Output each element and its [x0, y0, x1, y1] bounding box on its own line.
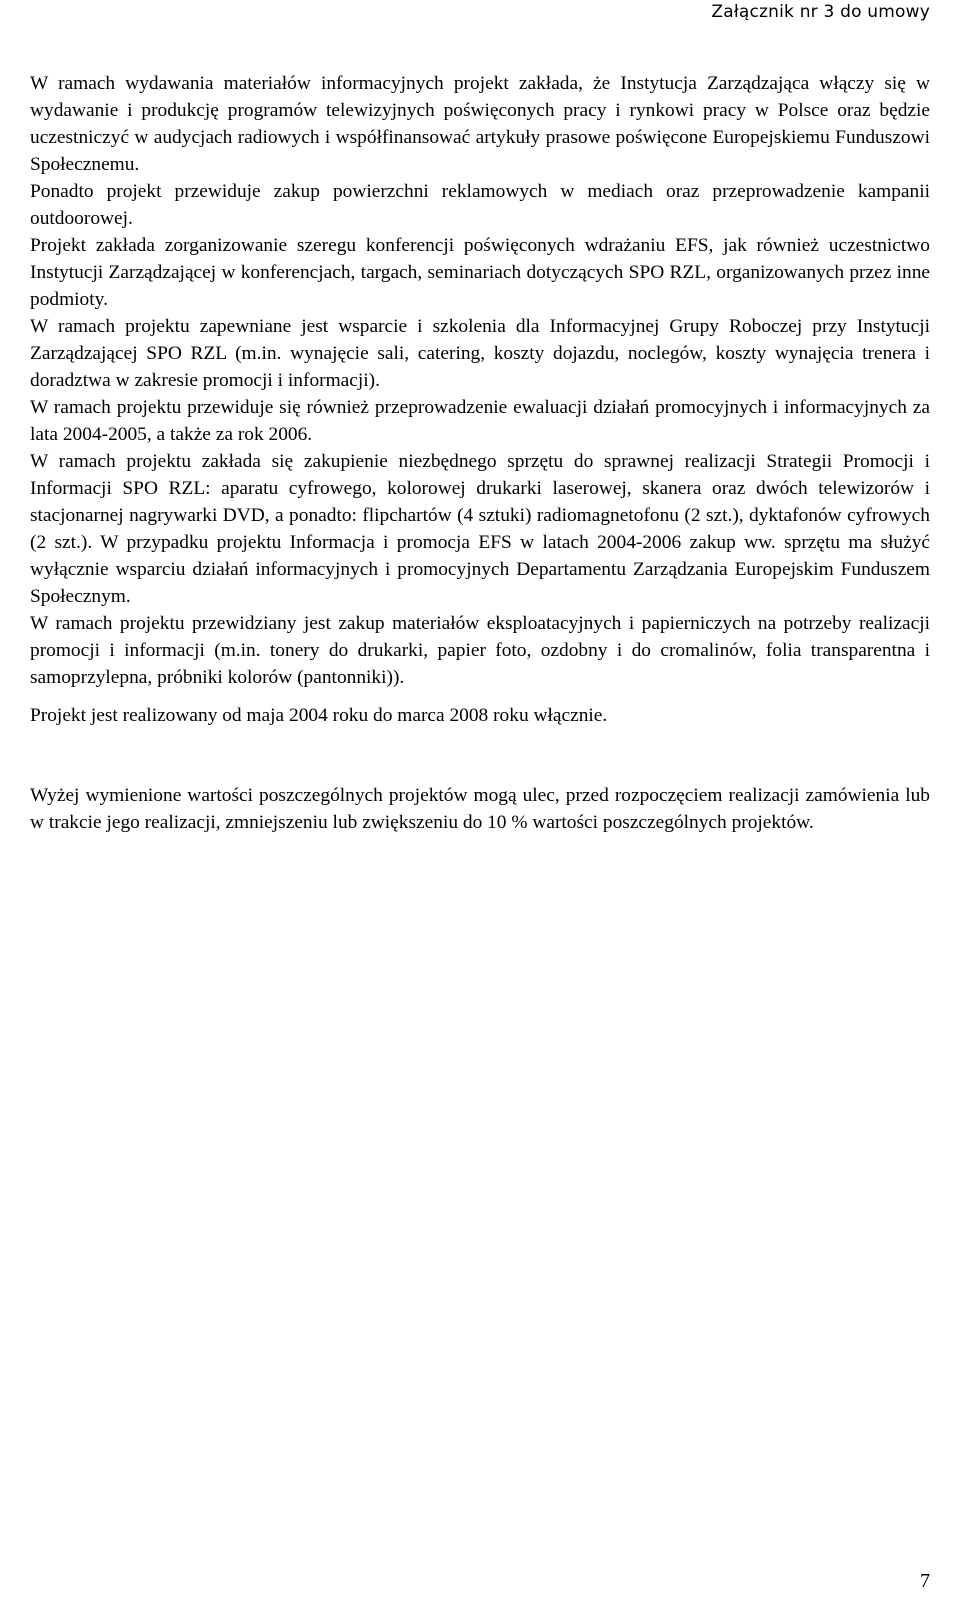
attachment-header: Załącznik nr 3 do umowy: [711, 2, 930, 22]
paragraph-value-adjustment: Wyżej wymienione wartości poszczególnych projektów mogą ulec, przed rozpoczęciem realizacji zamówienia lub w trakcie jego realizacji, zmniejszeniu lub zwiększeniu do 10 % wartości poszczególnych projektów.: [30, 785, 930, 833]
paragraph-evaluation: W ramach projektu przewiduje się również przeprowadzenie ewaluacji działań promocyjnych i informacyjnych za lata 2004-2005, a także za rok 2006.: [30, 397, 930, 445]
page-number: 7: [920, 1570, 930, 1592]
paragraph-advertising-space: Ponadto projekt przewiduje zakup powierzchni reklamowych w mediach oraz przeprowadzenie kampanii outdoorowej.: [30, 181, 930, 229]
paragraph-project-duration: Projekt jest realizowany od maja 2004 roku do marca 2008 roku włącznie.: [30, 705, 608, 726]
paragraph-equipment-purchase: W ramach projektu zakłada się zakupienie niezbędnego sprzętu do sprawnej realizacji Strategii Promocji i Informacji SPO RZL: aparatu cyfrowego, kolorowej drukarki laserowej, skanera oraz dwóch telewizorów i stacjonarnej nagrywarki DVD, a ponadto: flipchartów (4 sztuki) radiomagnetofonu (2 szt.), dyktafonów cyfrowych (2 szt.). W przypadku projektu Informacja i promocja EFS w latach 2004-2006 zakup ww. sprzętu ma służyć wyłącznie wsparciu działań informacyjnych i promocyjnych Departamentu Zarządzania Europejskim Funduszem Społecznym.: [30, 451, 930, 607]
paragraph-working-group-support: W ramach projektu zapewniane jest wsparcie i szkolenia dla Informacyjnej Grupy Roboczej przy Instytucji Zarządzającej SPO RZL (m.in. wynajęcie sali, catering, koszty dojazdu, noclegów, koszty wynajęcia trenera i doradztwa w zakresie promocji i informacji).: [30, 316, 930, 391]
document-body: [30, 70, 930, 836]
paragraph-information-materials: W ramach wydawania materiałów informacyjnych projekt zakłada, że Instytucja Zarządzająca włączy się w wydawanie i produkcję programów telewizyjnych poświęconych pracy i rynkowi pracy w Polsce oraz będzie uczestniczyć w audycjach radiowych i współfinansować artykuły prasowe poświęcone Europejskiemu Funduszowi Społecznemu.: [30, 73, 930, 175]
paragraph-conferences: Projekt zakłada zorganizowanie szeregu konferencji poświęconych wdrażaniu EFS, jak również uczestnictwo Instytucji Zarządzającej w konferencjach, targach, seminariach dotyczących SPO RZL, organizowanych przez inne podmioty.: [30, 235, 930, 310]
paragraph-consumables: W ramach projektu przewidziany jest zakup materiałów eksploatacyjnych i papierniczych na potrzeby realizacji promocji i informacji (m.in. tonery do drukarki, papier foto, ozdobny i do cromalinów, folia transparentna i samoprzylepna, próbniki kolorów (pantonniki)).: [30, 613, 930, 688]
